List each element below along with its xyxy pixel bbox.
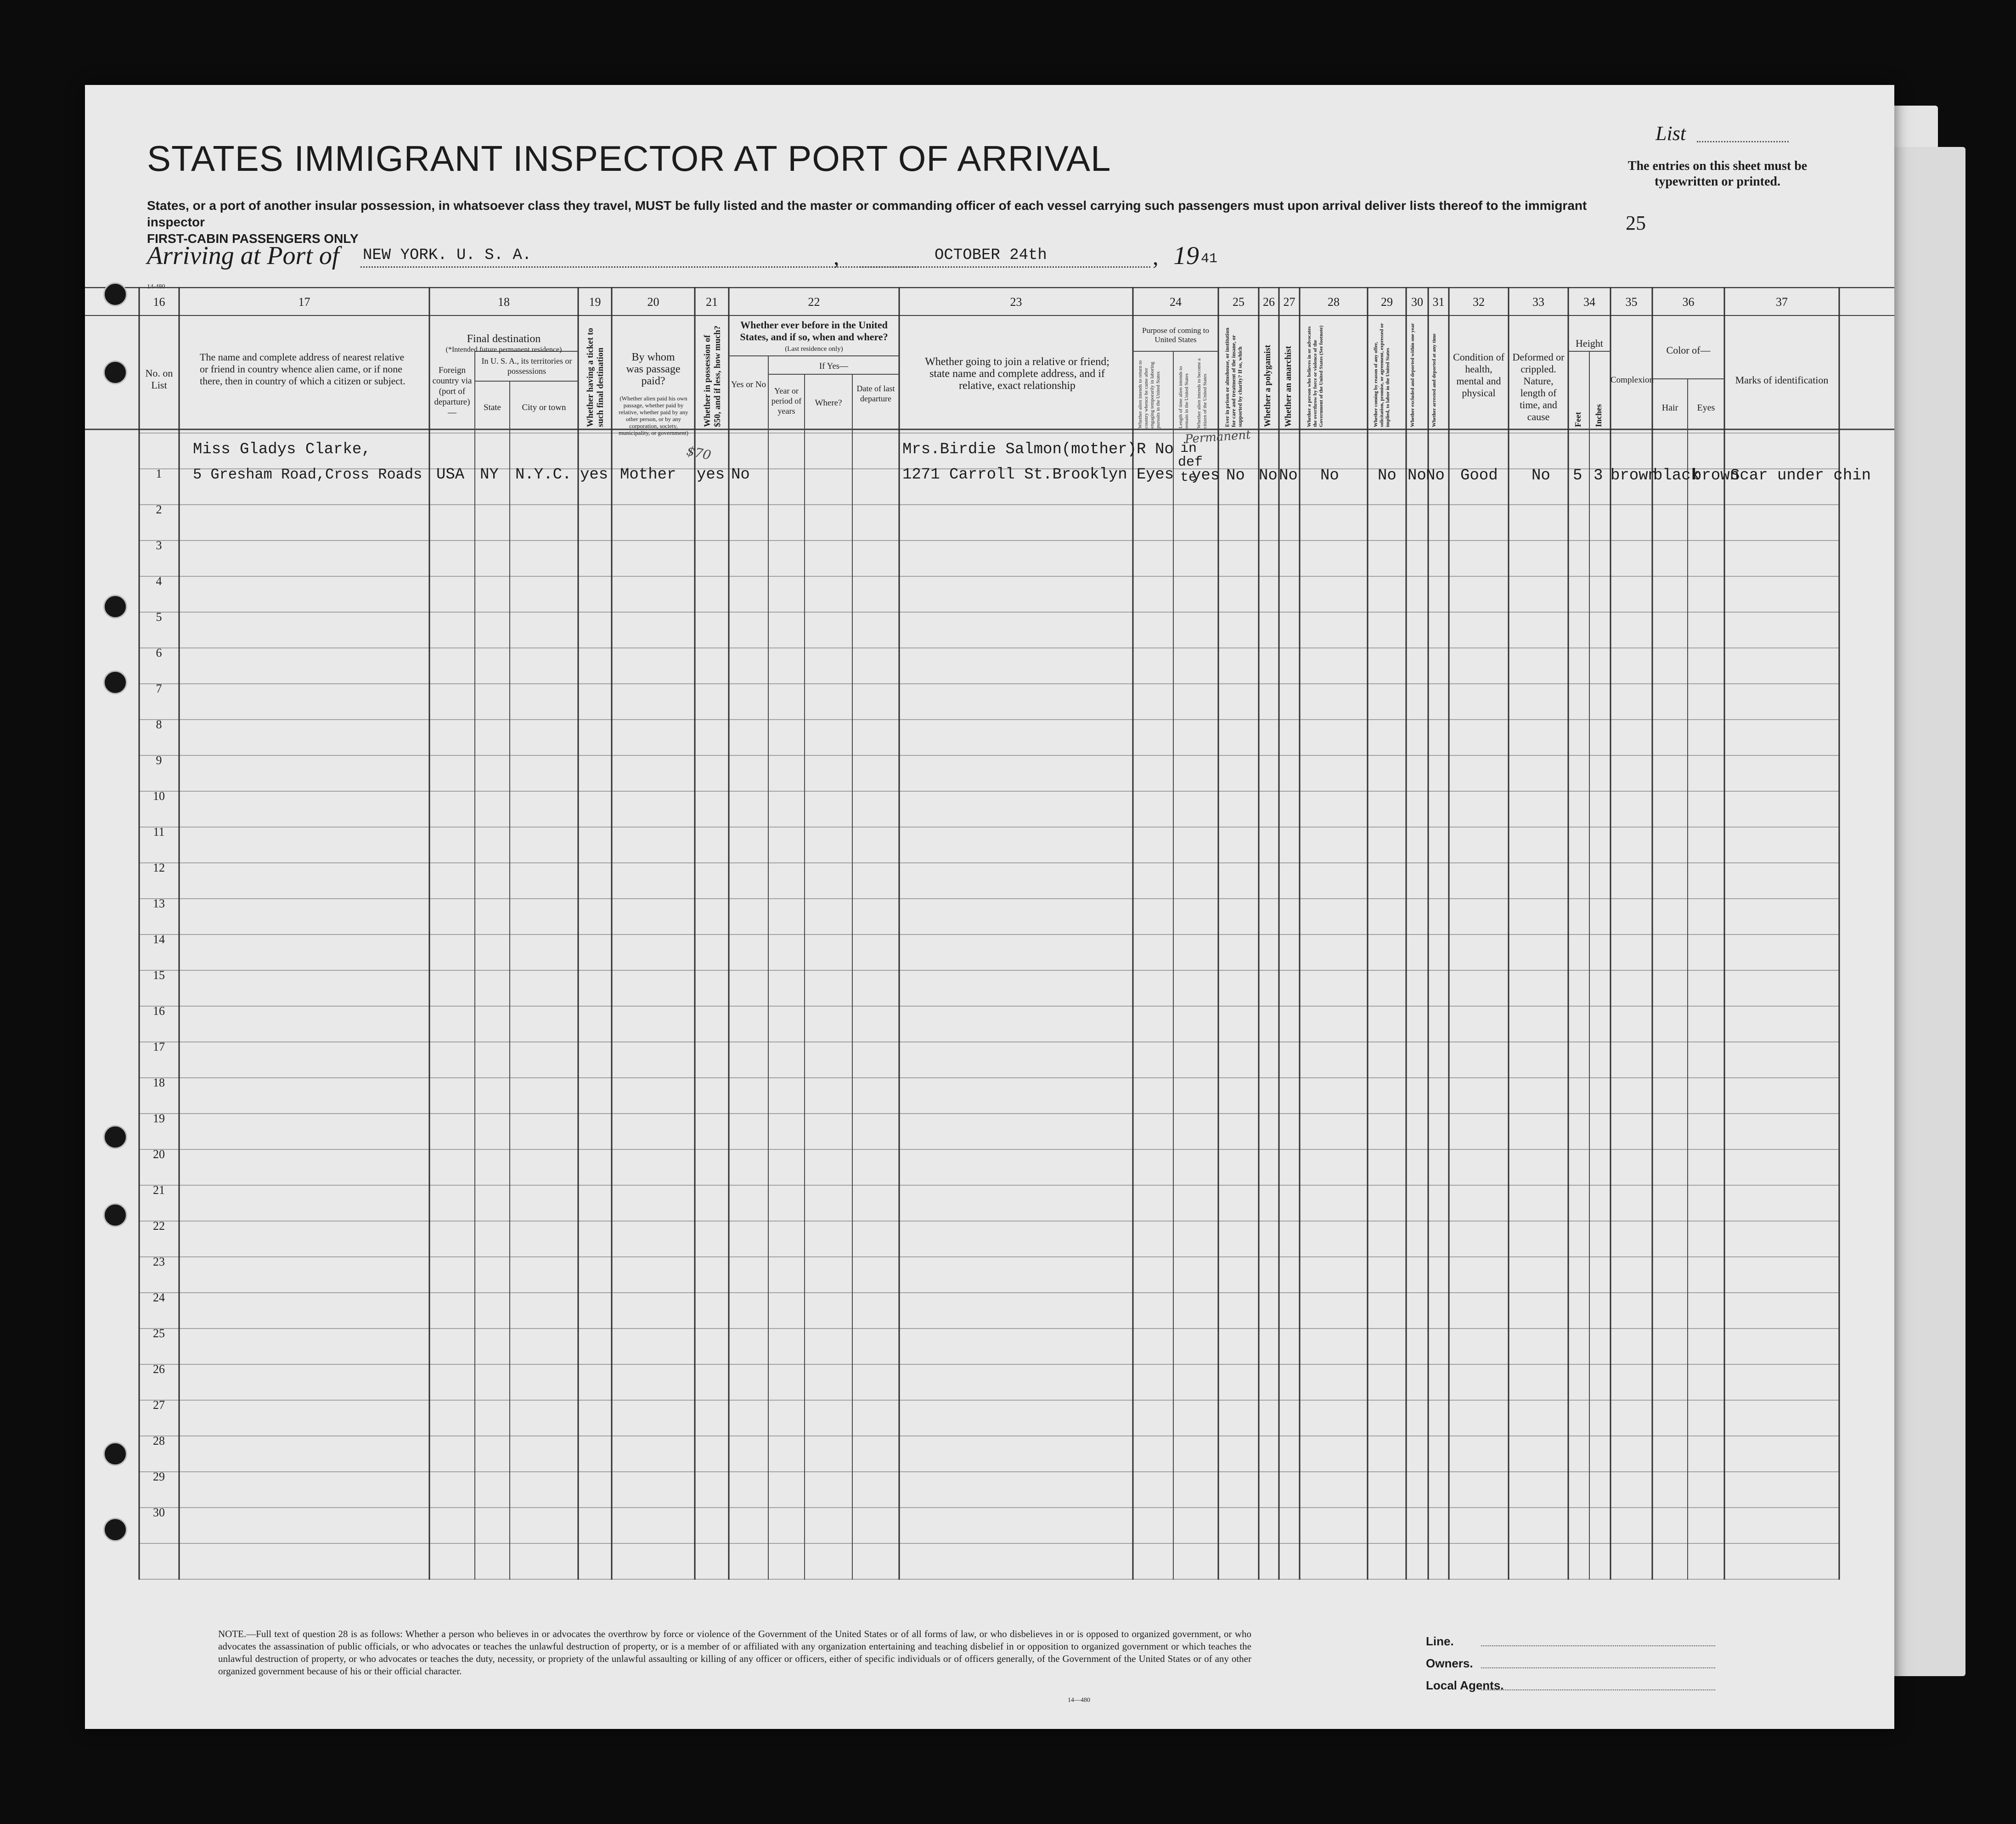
header-fifty-dollars: Whether in possession of $50, and if less, how much? <box>703 325 722 427</box>
entry-deformed: No <box>1532 467 1550 484</box>
entry-prison: No <box>1226 467 1245 484</box>
manifest-page <box>85 85 1894 1729</box>
row-number: 17 <box>153 1040 165 1053</box>
header-state: State <box>484 403 501 412</box>
entry-money: yes <box>697 466 725 484</box>
entry-purpose-r: R <box>1137 441 1146 458</box>
entry-purpose-e: E <box>1137 466 1146 484</box>
header-foreign-country: Foreign country via (port of departure)— <box>432 366 472 417</box>
punch-hole <box>103 360 127 384</box>
punch-hole <box>103 1442 127 1466</box>
row-number: 1 <box>156 467 162 480</box>
header-height: Height <box>1576 338 1603 349</box>
row-number: 6 <box>156 646 162 659</box>
header-deformed: Deformed or crippled. Nature, length of time, and cause <box>1512 351 1565 422</box>
entry-health: Good <box>1460 467 1498 484</box>
comma: , <box>833 244 839 270</box>
entry-paid-by: Mother <box>620 466 676 484</box>
row-number: 9 <box>156 754 162 767</box>
entry-eyes: brown <box>1692 467 1740 484</box>
entry-state: NY <box>480 466 499 484</box>
row-number: 20 <box>153 1148 165 1161</box>
header-marks: Marks of identification <box>1735 374 1829 386</box>
row-number: 28 <box>153 1434 165 1447</box>
header-nearest-relative: The name and complete address of nearest relative or friend in country whence alien came, or if none there, then in country of which a citizen or subject. <box>200 351 405 387</box>
row-number: 7 <box>156 682 162 695</box>
entry-hair: black <box>1653 467 1701 484</box>
header-health: Condition of health, mental and physical <box>1453 351 1504 399</box>
header-inches: Inches <box>1594 404 1603 427</box>
date-value: OCTOBER 24th <box>935 247 1047 264</box>
row-number: 2 <box>156 503 162 516</box>
underlying-sheet-2 <box>1883 147 1965 1676</box>
row-number: 30 <box>153 1506 165 1519</box>
arriving-label: Arriving at Port of <box>147 242 339 270</box>
port-value: NEW YORK. U. S. A. <box>363 247 532 264</box>
line-label: Line. <box>1426 1634 1454 1648</box>
header-purpose: Purpose of coming to United States <box>1142 326 1209 344</box>
entry-before-in-us: No <box>731 466 750 484</box>
header-passage-paid: By whom was passage paid? <box>626 351 681 387</box>
col-num-34: 34 <box>1583 295 1595 309</box>
row-number: 29 <box>153 1470 165 1483</box>
col-num-31: 31 <box>1432 295 1445 309</box>
punch-hole <box>103 282 127 306</box>
row-number: 21 <box>153 1183 165 1197</box>
comma-2: , <box>1153 244 1159 270</box>
local-agents-label: Local Agents. <box>1426 1678 1504 1692</box>
year-suffix: 41 <box>1201 251 1218 267</box>
agents-underline <box>1481 1689 1715 1690</box>
header-if-yes: If Yes— <box>819 361 849 371</box>
row-number: 15 <box>153 968 165 982</box>
col-num-36: 36 <box>1682 295 1695 309</box>
header-offer-labor: Whether coming by reason of any offer, solicitation, promise, or agreement, expressed or implied, to labor in the United States <box>1373 323 1391 427</box>
entry-length-1: in <box>1180 441 1197 456</box>
row-number: 27 <box>153 1398 165 1412</box>
header-hair: Hair <box>1661 403 1678 413</box>
typewritten-notice: The entries on this sheet must be typewritten or printed. <box>1627 159 1808 189</box>
header-length-of-time: Length of time alien intends to remain in the United States <box>1178 366 1189 428</box>
col-num-27: 27 <box>1283 295 1295 309</box>
agents-block <box>1426 1630 1504 1696</box>
row-number: 13 <box>153 897 165 910</box>
row-number: 19 <box>153 1112 165 1125</box>
col-num-28: 28 <box>1328 295 1340 309</box>
list-number: 25 <box>1626 212 1646 234</box>
col-num-20: 20 <box>647 295 659 309</box>
col-num-30: 30 <box>1411 295 1423 309</box>
row-number: 16 <box>153 1004 165 1018</box>
owners-label: Owners. <box>1426 1656 1473 1670</box>
form-code-top: 14-480 <box>147 283 165 290</box>
entry-excluded: No <box>1408 467 1426 484</box>
entry-money-handwritten: $70 <box>685 443 713 463</box>
row-number: 14 <box>153 933 165 946</box>
header-ever-before-note: (Last residence only) <box>785 345 843 353</box>
year-prefix: 19 <box>1173 242 1199 270</box>
footnote: NOTE.—Full text of question 28 is as follows: Whether a person who believes in or advocates the overthrow by force or violence of the Government of the United States or of all forms of law, or who disbelieves in or is opposed to organized government, or who advocates the assassination of public officials, or who advocates or teaches the unlawful destruction of property, or is a member of or affiliated with any organization entertaining and teaching disbelief in or opposition to organized government or which teaches the unlawful destruction of property, or who advocates or teaches the duty, necessity, or propriety of the unlawful assaulting or killing of any officer or officers, either of specific individuals or of officers generally, of the Government of the United States or of any other organized government because of his or their official character. <box>218 1628 1251 1677</box>
row-number: 18 <box>153 1076 165 1089</box>
owners-underline <box>1481 1667 1715 1668</box>
header-color-of: Color of— <box>1666 344 1711 356</box>
entry-city: N.Y.C. <box>515 466 572 484</box>
entry-citizen: yes <box>1192 467 1220 484</box>
entry-name: Miss Gladys Clarke, <box>193 441 371 458</box>
col-num-29: 29 <box>1381 295 1393 309</box>
punch-hole <box>103 1203 127 1227</box>
entry-marks: Scar under chin <box>1730 467 1871 484</box>
row-number: 11 <box>153 825 165 839</box>
header-complexion: Complexion <box>1611 375 1654 385</box>
punch-hole <box>103 670 127 694</box>
row-number: 22 <box>153 1219 165 1233</box>
punch-hole <box>103 1518 127 1542</box>
header-eyes: Eyes <box>1697 403 1715 413</box>
header-ticket: Whether having a ticket to such final destination <box>586 327 605 427</box>
header-overthrow: Whether a person who believes in or advocates the overthrow by force or violence of the Government of the United States (See footnote) <box>1306 325 1324 427</box>
row-number: 5 <box>156 610 162 624</box>
punch-hole <box>103 1125 127 1149</box>
col-num-32: 32 <box>1473 295 1485 309</box>
page-subtitle <box>147 197 1616 247</box>
col-num-17: 17 <box>298 295 310 309</box>
row-number: 10 <box>153 789 165 803</box>
row-number: 23 <box>153 1255 165 1268</box>
entry-return-yes: yes <box>1146 466 1174 484</box>
manifest-table <box>85 287 1894 1596</box>
date-line <box>856 266 1150 268</box>
subtitle-line-2: FIRST-CABIN PASSENGERS ONLY <box>147 231 359 246</box>
col-num-16: 16 <box>153 295 165 309</box>
entry-join-address: 1271 Carroll St.Brooklyn <box>902 466 1127 484</box>
form-code-bottom: 14—480 <box>1068 1697 1090 1704</box>
header-passage-paid-note: (Whether alien paid his own passage, whether paid by relative, whether paid by any other person, or by any corporation, society, municipality, or government) <box>619 395 688 436</box>
row-number: 25 <box>153 1327 165 1340</box>
entry-length-2: def <box>1178 455 1203 470</box>
header-become-citizen: Whether alien intends to become a citizen of the United States <box>1196 358 1208 428</box>
row-number: 12 <box>153 861 165 874</box>
entry-return-no: No <box>1155 441 1174 458</box>
entry-polygamist: No <box>1259 467 1278 484</box>
entry-anarchist: No <box>1279 467 1298 484</box>
entry-arrested: No <box>1426 467 1445 484</box>
entry-length-3: te <box>1180 470 1197 485</box>
col-num-35: 35 <box>1625 295 1638 309</box>
col-num-37: 37 <box>1776 295 1788 309</box>
header-where: Where? <box>815 398 842 408</box>
col-num-24: 24 <box>1170 295 1182 309</box>
header-anarchist: Whether an anarchist <box>1284 346 1293 427</box>
row-number: 3 <box>156 539 162 552</box>
header-city: City or town <box>522 403 566 412</box>
row-number: 8 <box>156 718 162 731</box>
col-num-25: 25 <box>1233 295 1245 309</box>
col-num-19: 19 <box>589 295 601 309</box>
col-num-33: 33 <box>1532 295 1544 309</box>
header-prison-almshouse: Ever in prison or almshouse, or institution for care and treatment of the insane, or supported by charity? If so, which <box>1224 327 1243 427</box>
header-feet: Feet <box>1573 412 1582 427</box>
header-no-on-list: No. on List <box>145 367 173 391</box>
page-title: STATES IMMIGRANT INSPECTOR AT PORT OF ARRIVAL <box>147 138 1111 179</box>
entry-inches: 3 <box>1594 467 1603 484</box>
header-year-period: Year or period of years <box>771 386 802 416</box>
entry-length-handwritten: Permanent <box>1184 428 1251 446</box>
col-num-22: 22 <box>808 295 820 309</box>
entry-foreign-country: USA <box>436 466 465 484</box>
header-intends-return: Whether alien intends to return to country whence he came after engaging temporarily in laboring pursuits in the United States <box>1138 360 1161 428</box>
entry-join-relative: Mrs.Birdie Salmon(mother) <box>902 441 1137 458</box>
header-yes-or-no: Yes or No <box>731 380 766 389</box>
list-line <box>1697 141 1789 142</box>
header-arrested: Whether arrested and deported at any time <box>1431 333 1437 427</box>
col-num-21: 21 <box>706 295 718 309</box>
header-join-relative: Whether going to join a relative or friend; state name and complete address, and if relative, exact relationship <box>925 356 1109 392</box>
header-excluded: Whether excluded and deported within one year <box>1410 323 1415 427</box>
header-polygamist: Whether a polygamist <box>1263 344 1273 427</box>
entry-overthrow: No <box>1320 467 1339 484</box>
header-last-departure: Date of last departure <box>856 384 895 403</box>
col-num-18: 18 <box>498 295 510 309</box>
entry-feet: 5 <box>1573 467 1582 484</box>
col-num-23: 23 <box>1010 295 1022 309</box>
header-in-usa: In U. S. A., its territories or possessions <box>481 356 572 376</box>
line-underline <box>1481 1645 1715 1646</box>
entry-complexion: brown <box>1611 467 1658 484</box>
subtitle-line-1: States, or a port of another insular possession, in whatsoever class they travel, MUST be fully listed and the master or commanding officer of each vessel carrying such passengers must upon arrival deliver lists thereof to the immigrant inspector <box>147 198 1587 229</box>
row-number: 4 <box>156 574 162 588</box>
row-number: 26 <box>153 1362 165 1376</box>
header-final-destination: Final destination <box>467 333 541 345</box>
list-label: List <box>1656 122 1686 145</box>
punch-hole <box>103 595 127 619</box>
header-final-destination-note: (*Intended future permanent residence) <box>445 346 562 354</box>
entry-offer-labor: No <box>1378 467 1397 484</box>
entry-address: 5 Gresham Road,Cross Roads <box>193 466 422 483</box>
entry-ticket: yes <box>580 466 608 484</box>
col-num-26: 26 <box>1263 295 1275 309</box>
row-number: 24 <box>153 1291 165 1304</box>
header-ever-before: Whether ever before in the United States, and if so, when and where? <box>740 319 888 343</box>
